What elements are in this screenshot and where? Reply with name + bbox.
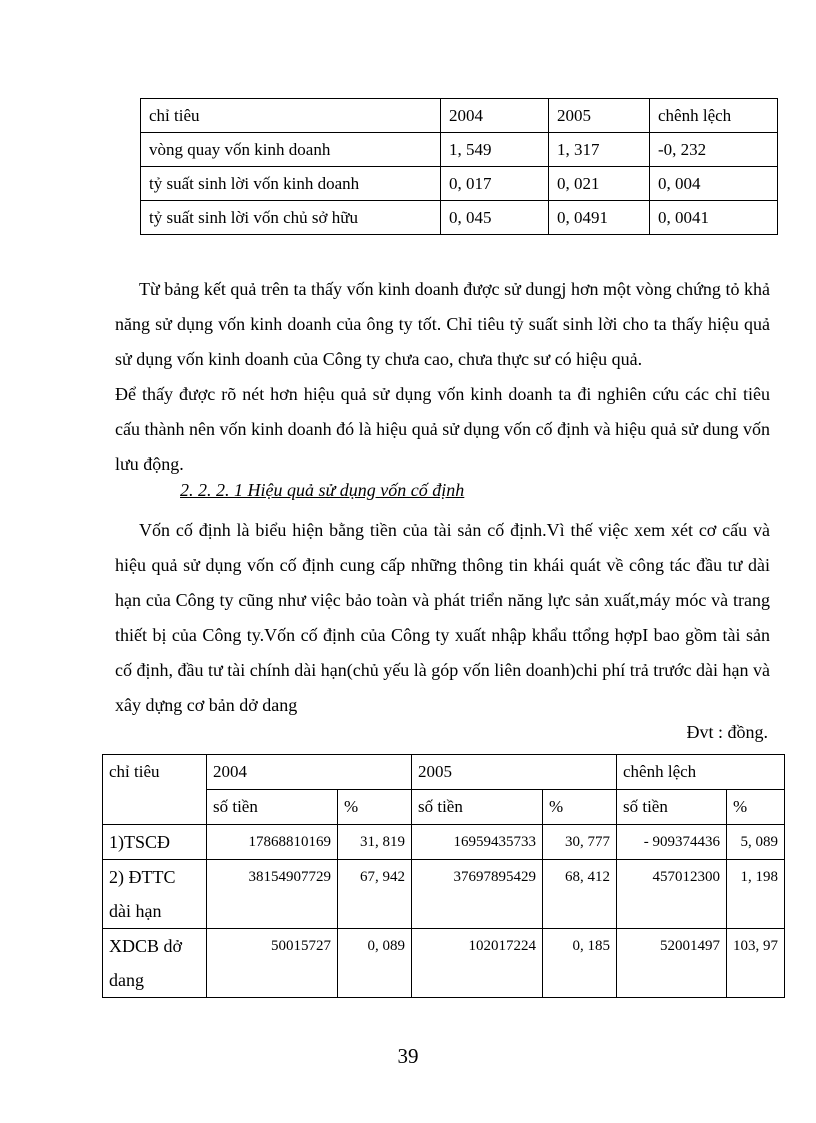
table-row (103, 860, 785, 929)
header-cell: 2004 (441, 99, 549, 133)
header-cell: 2005 (549, 99, 650, 133)
paragraph-fixed-capital: Vốn cố định là biểu hiện bằng tiền của tài sản cố định.Vì thế việc xem xét cơ cấu và hiệu quả sử dụng vốn cố định cung cấp những thông tin khái quát về công tác đầu tư dài hạn của Công ty cũng như việc bảo toàn và phát triển năng lực sản xuất,máy móc và trang thiết bị của Công ty.Vốn cố định của Công ty xuất nhập khẩu ttổng hợpI bao gồm tài sản cố định, đầu tư tài chính dài hạn(chủ yếu là góp vốn liên doanh)chi phí trả trước dài hạn và xây dựng cơ bản dở dang (115, 520, 770, 715)
table-row (103, 825, 785, 860)
table-cell: 0, 004 (650, 167, 778, 201)
table-cell: 0, 045 (441, 201, 549, 235)
table-cell: -0, 232 (650, 133, 778, 167)
paragraph-results: Từ bảng kết quả trên ta thấy vốn kinh doanh được sử dungj hơn một vòng chứng tỏ khả năng sử dụng vốn kinh doanh của ông ty tốt. Chỉ tiêu tỷ suất sinh lời cho ta thấy hiệu quả sử dụng vốn kinh doanh của Công ty chưa cao, chưa thực sư có hiệu quả. (115, 279, 770, 369)
table-cell: 0, 185 (543, 929, 617, 998)
table-cell: 68, 412 (543, 860, 617, 929)
table-cell: 67, 942 (338, 860, 412, 929)
table-cell: 102017224 (412, 929, 543, 998)
ratio-table (140, 98, 778, 235)
table-cell: - 909374436 (617, 825, 727, 860)
header-cell: % (543, 790, 617, 825)
header-cell: chỉ tiêu (103, 755, 207, 825)
header-cell: chênh lệch (650, 99, 778, 133)
table-cell: 0, 021 (549, 167, 650, 201)
table-cell: tỷ suất sinh lời vốn chủ sở hữu (141, 201, 441, 235)
unit-label: Đvt : đồng. (686, 722, 768, 742)
table-cell: 103, 97 (727, 929, 785, 998)
table-cell: vòng quay vốn kinh doanh (141, 133, 441, 167)
table-header-row (141, 99, 778, 133)
table-cell: tỷ suất sinh lời vốn kinh doanh (141, 167, 441, 201)
table-cell: 5, 089 (727, 825, 785, 860)
section-heading: 2. 2. 2. 1 Hiệu quả sử dụng vốn cố định (180, 480, 465, 500)
table-cell: 17868810169 (207, 825, 338, 860)
table-cell: 0, 089 (338, 929, 412, 998)
row-label: XDCB dở dang (103, 929, 207, 998)
table-cell: 52001497 (617, 929, 727, 998)
header-cell: chênh lệch (617, 755, 785, 790)
table-cell: 457012300 (617, 860, 727, 929)
table-cell: 0, 0491 (549, 201, 650, 235)
paragraph-analysis: Để thấy được rõ nét hơn hiệu quả sử dụng vốn kinh doanh ta đi nghiên cứu các chỉ tiêu cấu thành nên vốn kinh doanh đó là hiệu quả sử dụng vốn cố định và hiệu quả sử dung vốn lưu động. (115, 384, 770, 474)
table-header-row (103, 755, 785, 790)
table-cell: 38154907729 (207, 860, 338, 929)
header-cell: % (727, 790, 785, 825)
table-cell: 37697895429 (412, 860, 543, 929)
header-cell: 2004 (207, 755, 412, 790)
table-cell: 0, 017 (441, 167, 549, 201)
table-cell: 0, 0041 (650, 201, 778, 235)
table-cell: 30, 777 (543, 825, 617, 860)
table-cell: 1, 198 (727, 860, 785, 929)
header-cell: % (338, 790, 412, 825)
table-cell: 1, 317 (549, 133, 650, 167)
header-cell: 2005 (412, 755, 617, 790)
table-cell: 50015727 (207, 929, 338, 998)
table-row (141, 167, 778, 201)
table-cell: 1, 549 (441, 133, 549, 167)
fixed-capital-table (102, 754, 785, 998)
table-row (141, 133, 778, 167)
header-cell: số tiền (207, 790, 338, 825)
header-cell: chỉ tiêu (141, 99, 441, 133)
page-number: 39 (397, 1044, 419, 1068)
table-row (141, 201, 778, 235)
table-row (103, 929, 785, 998)
table-cell: 31, 819 (338, 825, 412, 860)
header-cell: số tiền (412, 790, 543, 825)
table-cell: 16959435733 (412, 825, 543, 860)
header-cell: số tiền (617, 790, 727, 825)
row-label: 1)TSCĐ (103, 825, 207, 860)
row-label: 2) ĐTTC dài hạn (103, 860, 207, 929)
